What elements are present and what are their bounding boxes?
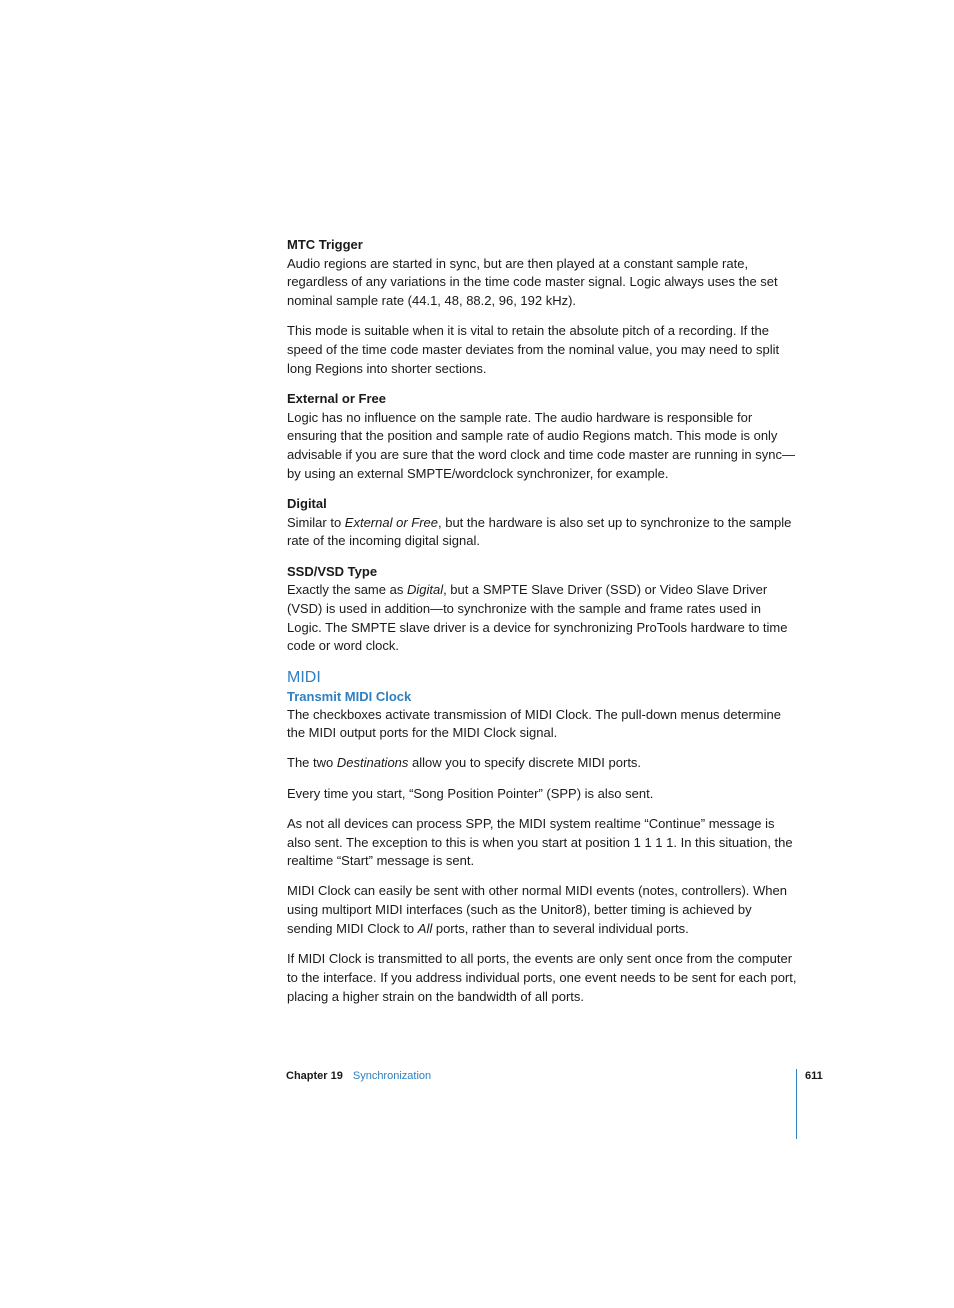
paragraph: Logic has no influence on the sample rate. The audio hardware is responsible for ensuring that the position and sample rate of audio Regions match. This mode is only advisable if you are sure that the word clock and time code master are running in sync—by using an external SMPTE/wordclock synchronizer, for example. [287, 409, 795, 481]
page-number: 611 [805, 1070, 823, 1082]
emphasis: External or Free [344, 514, 438, 530]
emphasis: Digital [406, 582, 444, 598]
emphasis: Destinations [336, 755, 409, 771]
text-run: allow you to specify discrete MIDI ports. [408, 755, 642, 771]
text-run: Exactly the same as [287, 582, 407, 598]
term-ssd-vsd-type: SSD/VSD Type [287, 563, 378, 579]
page-body [287, 236, 797, 1018]
text-run: , but the hardware is also set up to synchronize to the sample rate of the incoming digital signal. [287, 514, 792, 549]
page-footer [286, 1070, 431, 1082]
paragraph [287, 514, 797, 551]
text-run: ports, rather than to several individual ports. [432, 920, 689, 936]
footer-divider [796, 1069, 797, 1139]
footer-chapter: Chapter 19 [286, 1070, 343, 1082]
paragraph: If MIDI Clock is transmitted to all ports, the events are only sent once from the computer to the interface. If you address individual ports, one event needs to be sent for each port, placing a higher strain on the bandwidth of all ports. [287, 951, 797, 1004]
paragraph [287, 882, 797, 938]
subheading-transmit-midi-clock: Transmit MIDI Clock [287, 688, 412, 704]
emphasis: All [417, 920, 433, 936]
section-heading-midi: MIDI [287, 668, 321, 686]
term-mtc-trigger: MTC Trigger [287, 237, 363, 252]
term-digital: Digital [287, 495, 327, 511]
footer-section-link[interactable]: Synchronization [352, 1070, 432, 1082]
paragraph: The checkboxes activate transmission of MIDI Clock. The pull-down menus determine the MIDI output ports for the MIDI Clock signal. [287, 706, 781, 741]
paragraph: As not all devices can process SPP, the MIDI system realtime “Continue” message is also sent. The exception to this is when you start at position 1 1 1 1. In this situation, the realtime “Start” message is sent. [287, 815, 793, 869]
paragraph: Audio regions are started in sync, but are then played at a constant sample rate, regardless of any variations in the time code master signal. Logic always uses the set nominal sample rate (44.1, 48, 88.2, 96, 192 kHz). [287, 255, 778, 309]
term-external-or-free: External or Free [287, 390, 386, 406]
text-run: MIDI Clock can easily be sent with other normal MIDI events (notes, controllers). When using multiport MIDI interfaces (such as the Unitor8), better timing is achieved by sending MIDI Clock to [287, 883, 787, 936]
text-run: Similar to [287, 514, 345, 530]
paragraph [287, 581, 797, 656]
paragraph: Every time you start, “Song Position Pointer” (SPP) is also sent. [287, 785, 654, 801]
paragraph [287, 754, 797, 773]
text-run: The two [287, 755, 337, 771]
text-run: , but a SMPTE Slave Driver (SSD) or Video Slave Driver (VSD) is used in addition—to synchronize with the sample and frame rates used in Logic. The SMPTE slave driver is a device for synchronizing ProTools hardware to time code or word clock. [287, 582, 788, 654]
paragraph: This mode is suitable when it is vital to retain the absolute pitch of a recording. If the speed of the time code master deviates from the nominal value, you may need to split long Regions into shorter sections. [287, 323, 780, 376]
